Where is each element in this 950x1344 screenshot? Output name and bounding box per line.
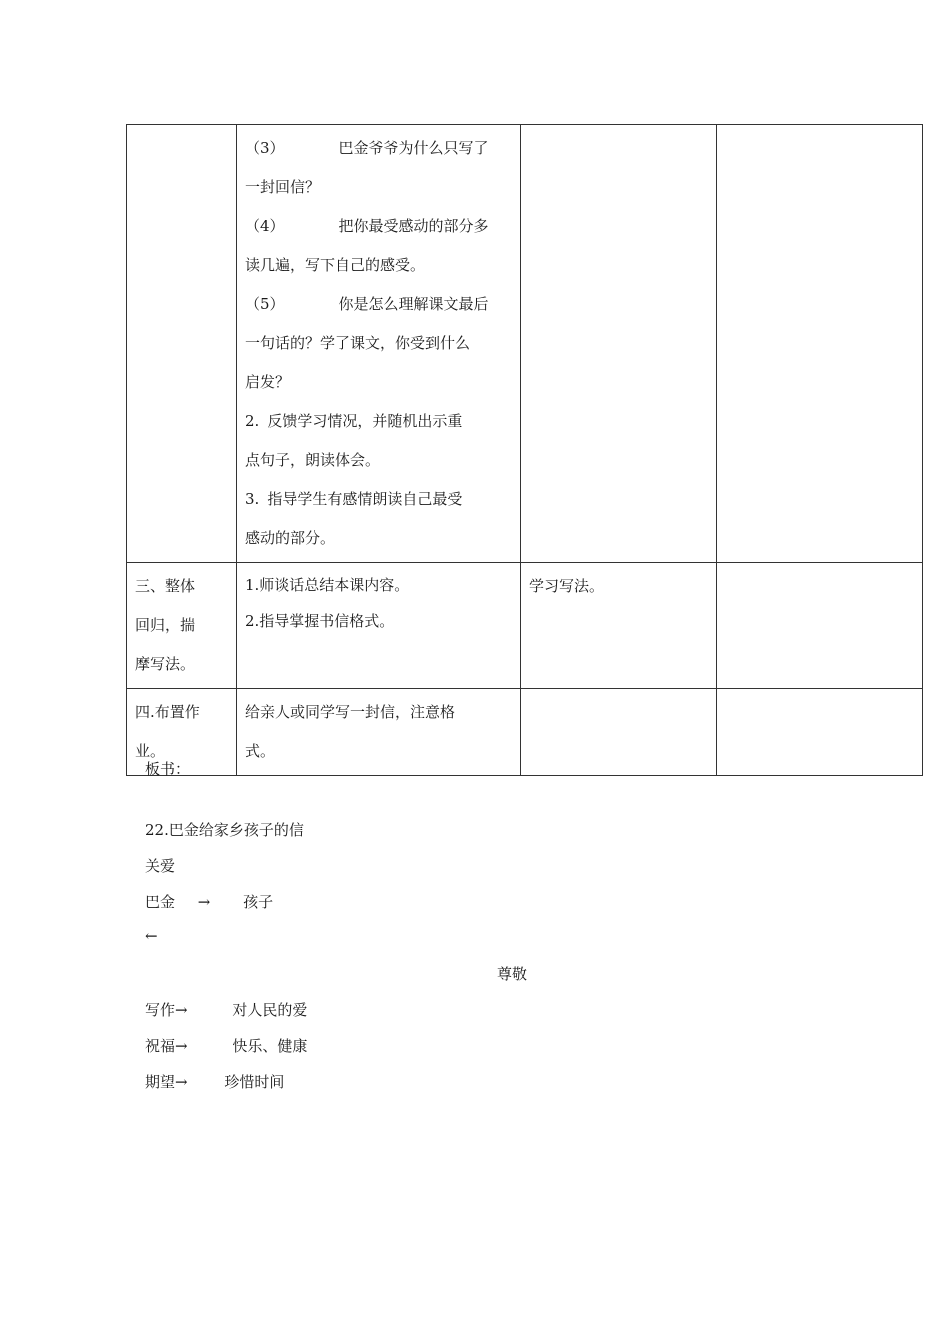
question-text-cont: 一句话的？学了课文，你受到什么 [245, 334, 471, 352]
board-label: 板书： [145, 760, 191, 778]
stage-text: 业。 [135, 742, 166, 760]
board-writing-line [145, 999, 307, 1020]
question-5 [245, 285, 512, 324]
writing-label: 写作→ [145, 1001, 188, 1019]
stage-text: 四.布置作 [135, 703, 200, 721]
board-title: 22.巴金给家乡孩子的信 [145, 821, 304, 839]
question-text-cont: 启发？ [245, 373, 291, 391]
board-respect: 尊敬 [497, 965, 528, 983]
step-text: 指导学生有感情朗读自己最受 [267, 490, 463, 508]
step-3 [245, 480, 512, 519]
question-text-cont: 读几遍，写下自己的感受。 [245, 256, 426, 274]
notes-cell [717, 689, 923, 776]
stage-cell [127, 125, 237, 563]
blessing-value: 快乐、健康 [232, 1037, 308, 1055]
question-number: （4） [245, 217, 285, 235]
children-text: 孩子 [243, 893, 274, 911]
stage-text: 三、整体 [135, 577, 196, 595]
question-3 [245, 129, 512, 168]
stage-text: 摩写法。 [135, 655, 196, 673]
arrow-left-icon: ← [145, 927, 158, 945]
board-blessing-line [145, 1035, 307, 1056]
board-love: 关爱 [145, 857, 176, 875]
step-2 [245, 402, 512, 441]
question-number: （3） [245, 139, 285, 157]
question-text: 巴金爷爷为什么只写了 [338, 139, 489, 157]
question-text: 你是怎么理解课文最后 [338, 295, 489, 313]
hope-value: 珍惜时间 [224, 1073, 285, 1091]
student-activity-cell [521, 125, 717, 563]
student-activity-cell [521, 689, 717, 776]
student-activity-cell: 学习写法。 [521, 563, 717, 689]
question-4 [245, 207, 512, 246]
question-text: 把你最受感动的部分多 [338, 217, 489, 235]
process-text: 2.指导掌握书信格式。 [245, 612, 395, 630]
question-text-cont: 一封回信？ [245, 178, 321, 196]
blessing-label: 祝福→ [145, 1037, 188, 1055]
arrow-right-icon: → [197, 893, 211, 911]
question-number: （5） [245, 295, 285, 313]
board-hope-line [145, 1071, 284, 1092]
table-row [127, 563, 923, 689]
process-cell [237, 125, 521, 563]
step-text: 反馈学习情况，并随机出示重 [267, 412, 463, 430]
board-bajin-line [145, 891, 273, 912]
step-number: 3. [245, 490, 260, 508]
table-row [127, 125, 923, 563]
process-cell [237, 689, 521, 776]
table-row [127, 689, 923, 776]
step-number: 2. [245, 412, 260, 430]
process-cell [237, 563, 521, 689]
process-text: 给亲人或同学写一封信，注意格 [245, 703, 456, 721]
notes-cell [717, 563, 923, 689]
hope-label: 期望→ [145, 1073, 188, 1091]
lesson-plan-table [126, 124, 923, 776]
step-text-cont: 点句子，朗读体会。 [245, 451, 381, 469]
writing-value: 对人民的爱 [232, 1001, 308, 1019]
stage-cell [127, 563, 237, 689]
process-text: 式。 [245, 742, 276, 760]
bajin-text: 巴金 [145, 893, 176, 911]
process-text: 1.师谈话总结本课内容。 [245, 576, 410, 594]
step-text-cont: 感动的部分。 [245, 529, 336, 547]
stage-text: 回归，揣 [135, 616, 196, 634]
notes-cell [717, 125, 923, 563]
